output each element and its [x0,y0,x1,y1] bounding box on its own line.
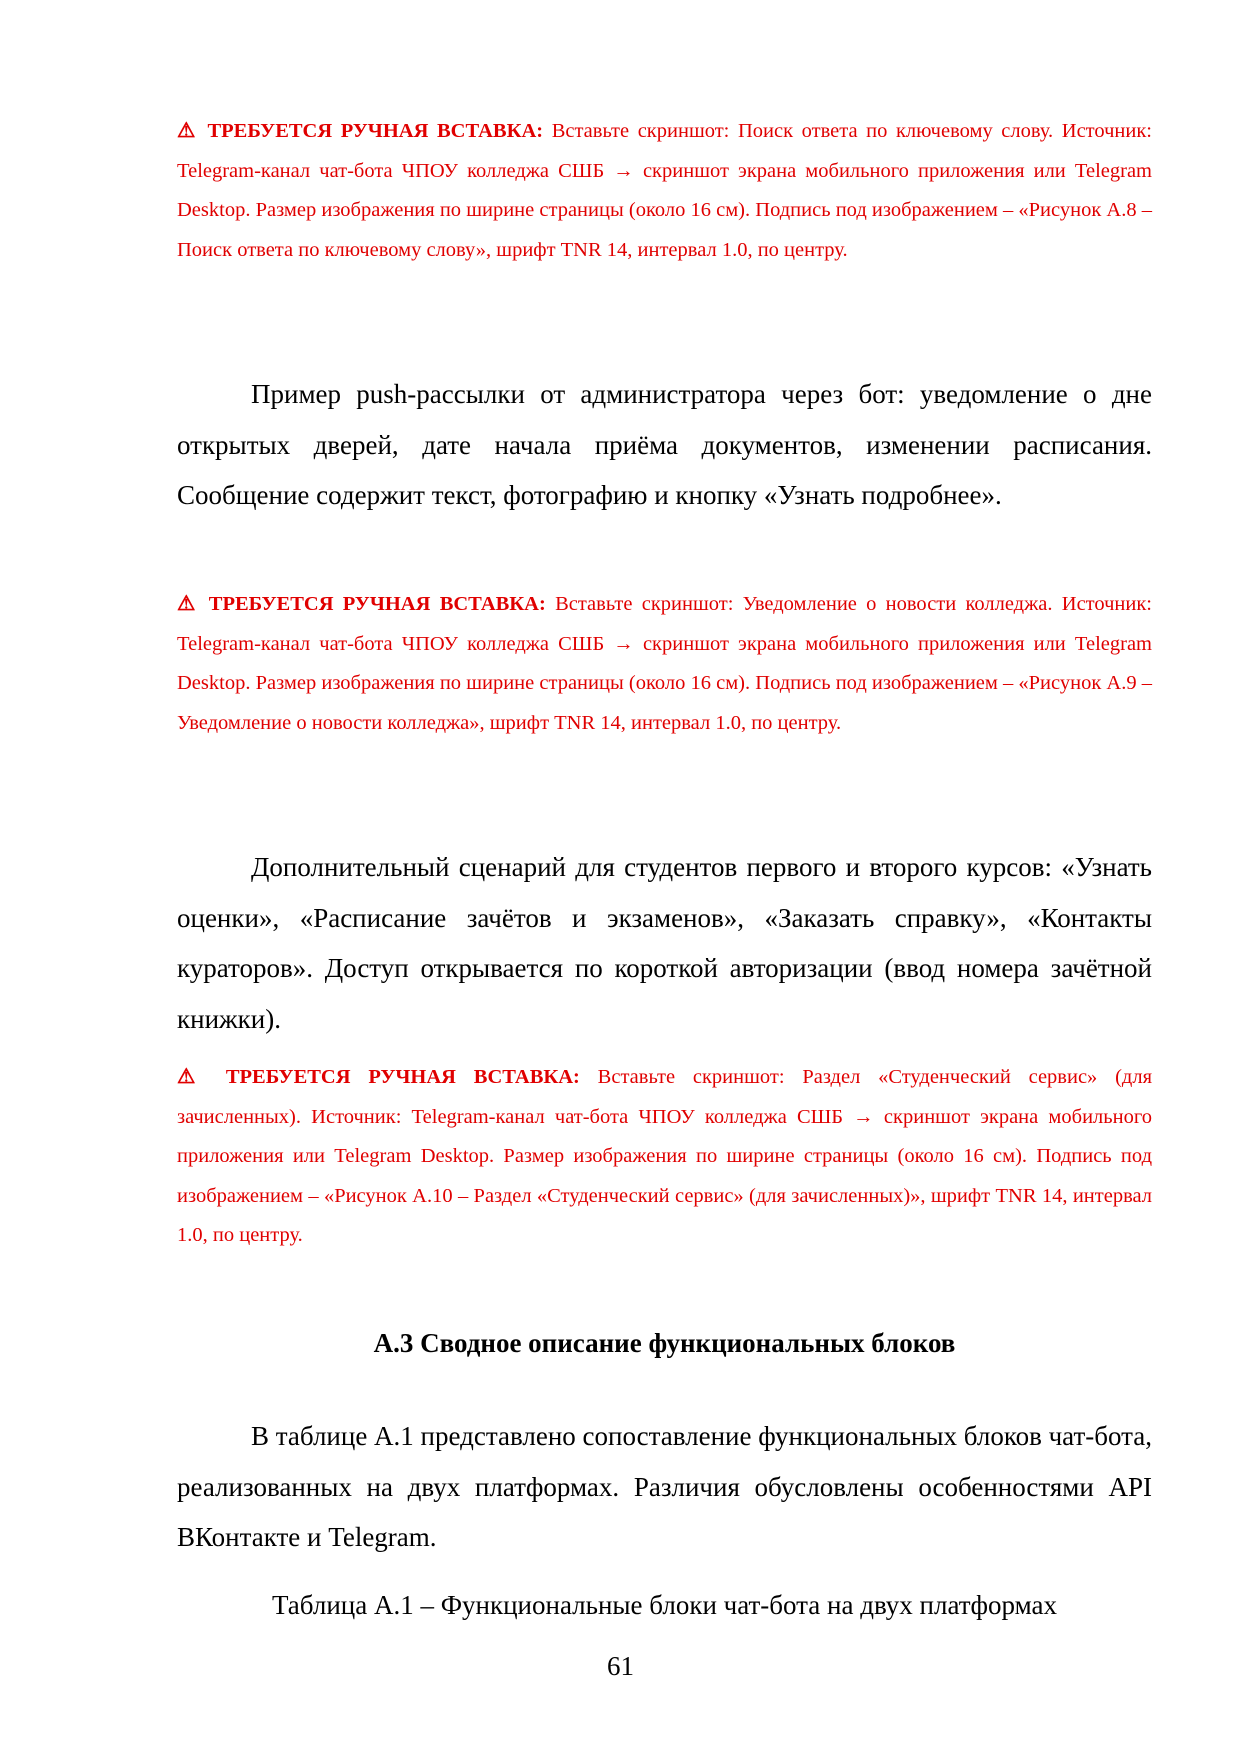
manual-insert-notice-2 [177,585,1152,743]
manual-insert-notice-3 [177,1058,1152,1256]
paragraph-table-intro: В таблице А.1 представлено сопоставление функциональных блоков чат-бота, реализованных на двух платформах. Различия обусловлены особенностями API ВКонтакте и Telegram. [177,1421,1152,1552]
notice-text: Вставьте скриншот: Раздел «Студенческий сервис» (для зачисленных). Источник: Telegram-канал чат-бота ЧПОУ колледжа СШБ → скриншот экрана мобильного приложения или Telegram Desktop. Размер изображения по ширине страницы (около 16 см). Подпись под изображением – «Рисунок А.10 – Раздел «Студенческий сервис» (для зачисленных)», шрифт TNR 14, интервал 1.0, по центру. [177,1066,1153,1246]
notice-text: Вставьте скриншот: Уведомление о новости колледжа. Источник: Telegram-канал чат-бота ЧПОУ колледжа СШБ → скриншот экрана мобильного приложения или Telegram Desktop. Размер изображения по ширине страницы (около 16 см). Подпись под изображением – «Рисунок А.9 – Уведомление о новости колледжа», шрифт TNR 14, интервал 1.0, по центру. [177,593,1152,734]
notice-lead: ⚠ ТРЕБУЕТСЯ РУЧНАЯ ВСТАВКА: [177,120,544,142]
paragraph-push-mailing: Пример push-рассылки от администратора через бот: уведомление о дне открытых дверей, дате начала приёма документов, изменении расписания. Сообщение содержит текст, фотографию и кнопку «Узнать подробнее». [177,379,1152,510]
page-number: 61 [607,1651,634,1681]
notice-text: Вставьте скриншот: Поиск ответа по ключевому слову. Источник: Telegram-канал чат-бота ЧПОУ колледжа СШБ → скриншот экрана мобильного приложения или Telegram Desktop. Размер изображения по ширине страницы (около 16 см). Подпись под изображением – «Рисунок А.8 – Поиск ответа по ключевому слову», шрифт TNR 14, интервал 1.0, по центру. [177,120,1152,261]
paragraph-student-scenario: Дополнительный сценарий для студентов первого и второго курсов: «Узнать оценки», «Расписание зачётов и экзаменов», «Заказать справку», «Контакты кураторов». Доступ открывается по короткой авторизации (ввод номера зачётной книжки). [177,852,1152,1034]
table-caption: Таблица А.1 – Функциональные блоки чат-бота на двух платформах [271,1590,1058,1620]
manual-insert-notice-1 [177,112,1152,270]
notice-lead: ⚠ ТРЕБУЕТСЯ РУЧНАЯ ВСТАВКА: [177,593,546,615]
section-heading: А.3 Сводное описание функциональных блоков [373,1328,956,1358]
notice-lead: ⚠ ТРЕБУЕТСЯ РУЧНАЯ ВСТАВКА: [177,1066,580,1088]
